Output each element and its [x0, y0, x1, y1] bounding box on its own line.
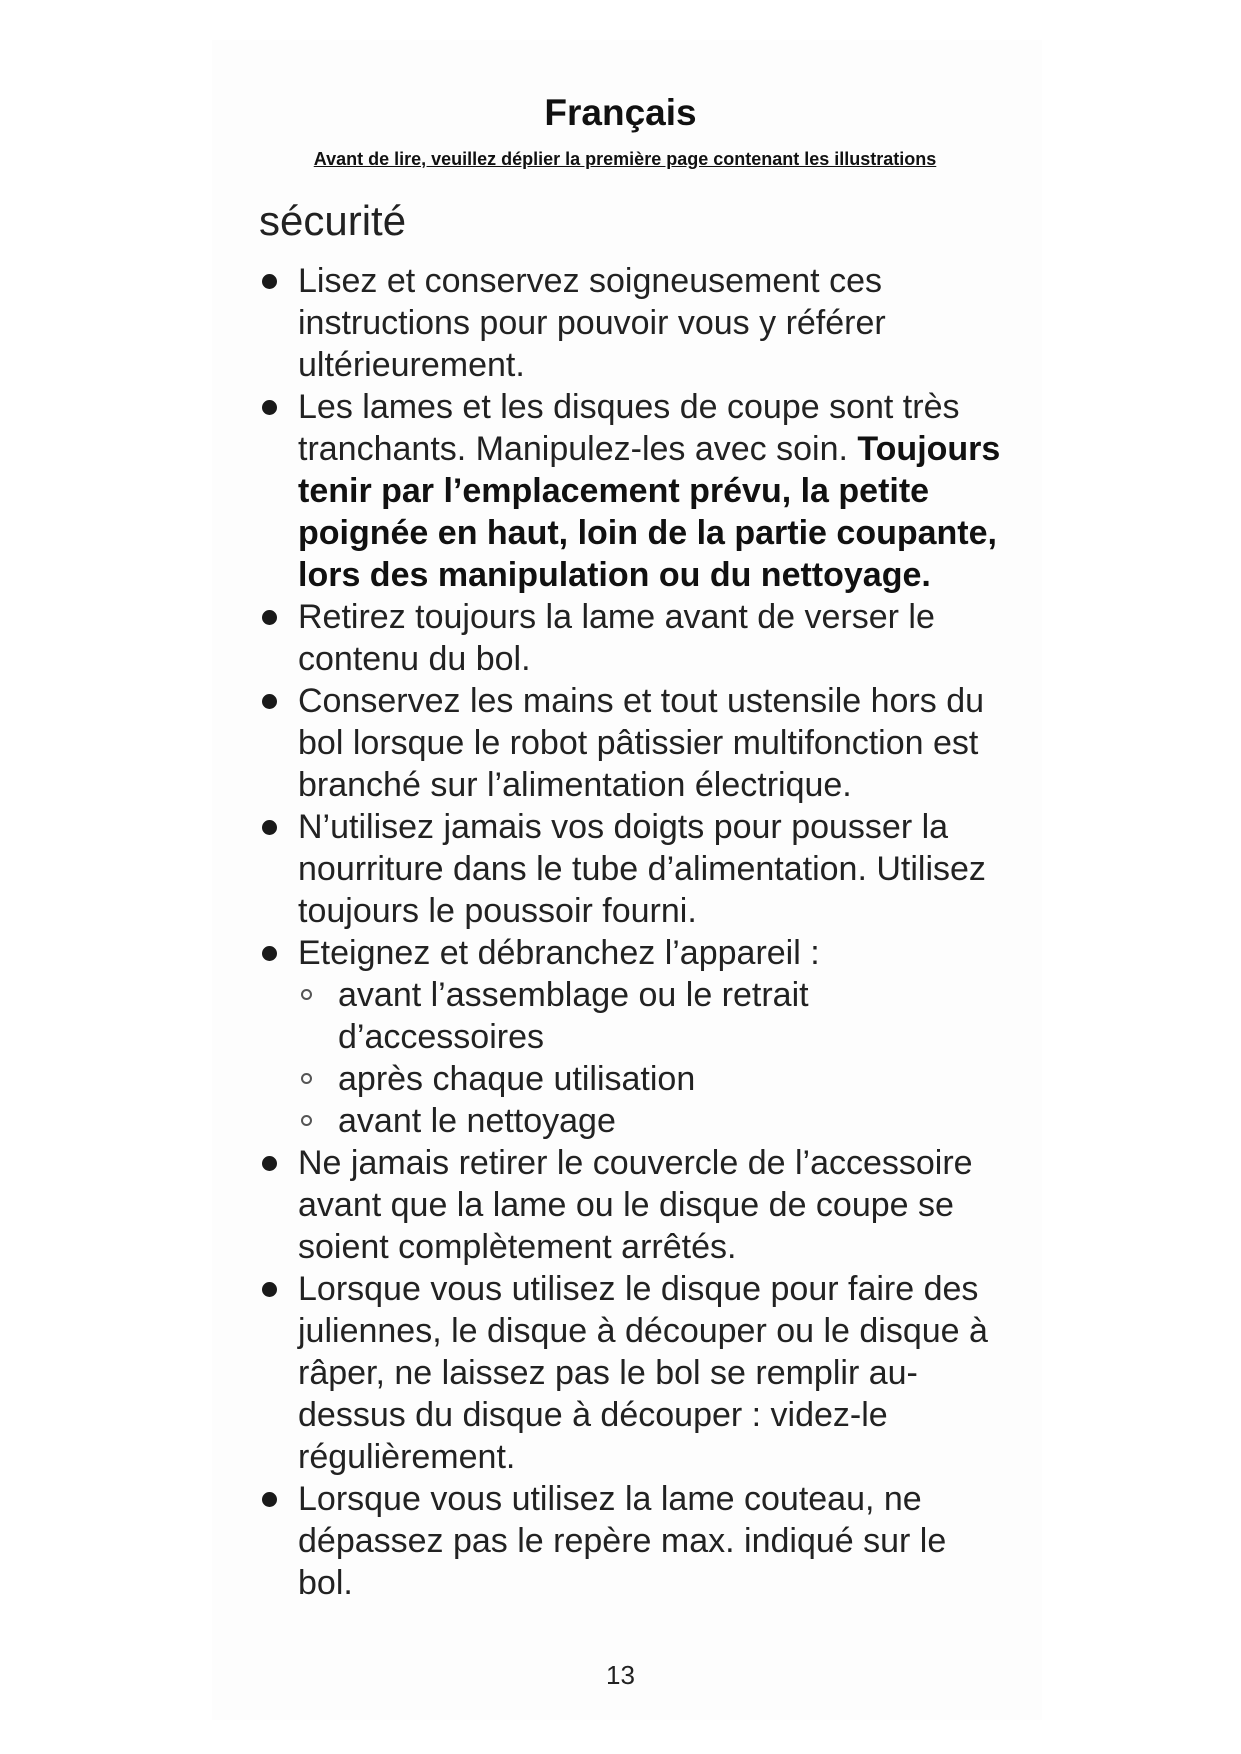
bullet-icon: [262, 1156, 277, 1171]
list-item-text: Ne jamais retirer le couvercle de l’accessoire avant que la lame ou le disque de coupe se soient complètement arrêtés.: [298, 1144, 973, 1266]
bullet-icon: [262, 694, 277, 709]
page-number: 13: [606, 1660, 635, 1690]
list-item-text: Eteignez et débranchez l’appareil :: [298, 934, 820, 972]
bullet-icon: [262, 946, 277, 961]
list-item: [262, 260, 1002, 386]
safety-list: [262, 260, 1002, 1604]
list-item: [262, 386, 1002, 596]
list-item: [262, 596, 1002, 680]
sub-list-item: [298, 1100, 1002, 1142]
list-item-text: Lorsque vous utilisez la lame couteau, ne dépassez pas le repère max. indiqué sur le bol.: [298, 1480, 947, 1602]
sub-list-item-text: avant l’assemblage ou le retrait d’accessoires: [338, 976, 809, 1056]
sub-list-item-text: avant le nettoyage: [338, 1102, 616, 1140]
section-title: sécurité: [259, 197, 407, 244]
circle-bullet-icon: [301, 1073, 312, 1084]
list-item-text: Lorsque vous utilisez le disque pour faire des juliennes, le disque à découper ou le disque à râper, ne laissez pas le bol se remplir au-dessus du disque à découper : videz-le régulièrement.: [298, 1270, 988, 1476]
list-item-text: Conservez les mains et tout ustensile hors du bol lorsque le robot pâtissier multifonction est branché sur l’alimentation électrique.: [298, 682, 985, 804]
bullet-icon: [262, 610, 277, 625]
language-heading: Français: [544, 92, 697, 133]
sub-list-item-text: après chaque utilisation: [338, 1060, 696, 1098]
safety-content: [262, 260, 1002, 1604]
sub-list-item: [298, 1058, 1002, 1100]
bullet-icon: [262, 820, 277, 835]
list-item: [262, 1268, 1002, 1478]
bullet-icon: [262, 400, 277, 415]
circle-bullet-icon: [301, 989, 312, 1000]
sub-list: [298, 974, 1002, 1142]
bullet-icon: [262, 274, 277, 289]
list-item-text: N’utilisez jamais vos doigts pour pousser la nourriture dans le tube d’alimentation. Utilisez toujours le poussoir fourni.: [298, 808, 986, 930]
list-item: [262, 932, 1002, 1142]
list-item-warning: Toujours tenir par l’emplacement prévu, la petite poignée en haut, loin de la partie coupante, lors des manipulation ou du nettoyage.: [298, 430, 1001, 594]
list-item: [262, 1478, 1002, 1604]
fold-out-note: Avant de lire, veuillez déplier la première page contenant les illustrations: [313, 149, 937, 169]
bullet-icon: [262, 1492, 277, 1507]
list-item-text: Retirez toujours la lame avant de verser le contenu du bol.: [298, 598, 935, 678]
bullet-icon: [262, 1282, 277, 1297]
list-item: [262, 806, 1002, 932]
list-item-text: Les lames et les disques de coupe sont très tranchants. Manipulez-les avec soin.: [298, 388, 960, 468]
list-item-text: Lisez et conservez soigneusement ces instructions pour pouvoir vous y référer ultérieurement.: [298, 262, 886, 384]
circle-bullet-icon: [301, 1115, 312, 1126]
sub-list-item: [298, 974, 1002, 1058]
list-item: [262, 1142, 1002, 1268]
list-item: [262, 680, 1002, 806]
